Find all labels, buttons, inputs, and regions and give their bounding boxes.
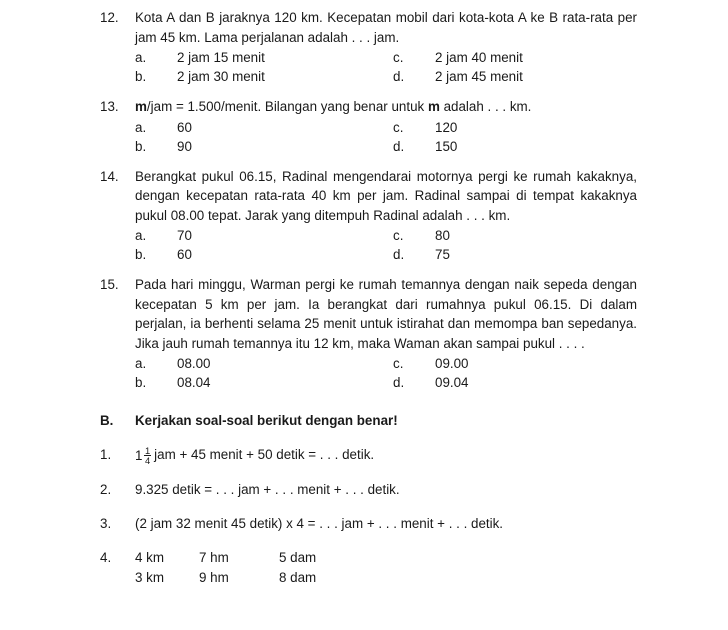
option-text: 70 bbox=[177, 228, 192, 243]
unit-hm: 9 hm bbox=[199, 570, 229, 586]
option-text: 08.04 bbox=[177, 375, 211, 390]
option-text: 90 bbox=[177, 138, 192, 154]
option-b[interactable] bbox=[135, 373, 393, 392]
option-text: 2 jam 40 menit bbox=[435, 50, 523, 65]
unit-table bbox=[135, 548, 369, 588]
option-text: 150 bbox=[435, 138, 458, 154]
option-b[interactable] bbox=[135, 245, 393, 264]
option-d[interactable] bbox=[393, 373, 637, 392]
question-text: Kota A dan B jaraknya 120 km. Kecepatan mobil dari kota-kota A ke B rata-rata per jam 45 km. Lama perjalanan adalah . . . jam. bbox=[135, 10, 637, 45]
option-text: 2 jam 45 menit bbox=[435, 69, 523, 84]
option-c[interactable] bbox=[393, 48, 637, 67]
item-number: 3. bbox=[100, 516, 112, 532]
whole-part: 1 bbox=[135, 448, 143, 464]
unit-row bbox=[135, 568, 369, 588]
section-b-item-4 bbox=[100, 548, 637, 588]
question-body bbox=[135, 8, 637, 86]
option-a[interactable] bbox=[135, 118, 393, 137]
option-c[interactable] bbox=[393, 354, 637, 373]
option-letter: d. bbox=[393, 138, 405, 154]
option-b[interactable] bbox=[135, 67, 393, 86]
variable-m-bold-2: m bbox=[427, 99, 440, 114]
section-letter: B. bbox=[100, 413, 114, 428]
question-text: Berangkat pukul 06.15, Radinal mengendarai motornya pergi ke rumah kakaknya, dengan kecepatan rata-rata 40 km per jam. Radinal sampai di tempat kakaknya pukul 08.00 tepat. Jarak yang ditempuh Radinal adalah . . . km. bbox=[135, 168, 637, 223]
fraction bbox=[144, 446, 151, 466]
question-12 bbox=[100, 8, 637, 86]
options-grid bbox=[135, 354, 637, 392]
question-text bbox=[135, 97, 637, 117]
option-b[interactable] bbox=[135, 137, 393, 156]
option-letter: a. bbox=[135, 50, 147, 65]
option-text: 08.00 bbox=[177, 356, 211, 371]
unit-dam: 8 dam bbox=[279, 570, 317, 586]
mixed-number bbox=[135, 446, 154, 466]
unit-km: 3 km bbox=[135, 570, 165, 586]
question-text: Pada hari minggu, Warman pergi ke rumah temannya dengan naik sepeda dengan kecepatan 5 km per jam. Ia berangkat dari rumahnya pukul 06.15. Di dalam perjalan, ia berhenti selama 25 menit untuk istirahat dan memompa ban sepedanya. Jika jauh rumah temannya itu 12 km, maka Waman akan sampai pukul . . . . bbox=[135, 277, 637, 351]
section-b-item-2 bbox=[100, 480, 637, 500]
question-text-mid: /jam = 1.500/menit. Bilangan yang benar untuk bbox=[146, 99, 428, 114]
question-number: 15. bbox=[100, 277, 119, 292]
option-a[interactable] bbox=[135, 48, 393, 67]
option-a[interactable] bbox=[135, 354, 393, 373]
question-15 bbox=[100, 275, 637, 392]
question-14 bbox=[100, 167, 637, 265]
option-text: 2 jam 30 menit bbox=[177, 69, 265, 84]
question-number: 13. bbox=[100, 99, 119, 114]
option-letter: c. bbox=[393, 228, 404, 243]
unit-km: 4 km bbox=[135, 550, 165, 566]
option-text: 2 jam 15 menit bbox=[177, 50, 265, 65]
question-13 bbox=[100, 97, 637, 156]
option-d[interactable] bbox=[393, 245, 637, 264]
option-d[interactable] bbox=[393, 67, 637, 86]
option-text: 120 bbox=[435, 119, 458, 135]
section-title: Kerjakan soal-soal berikut dengan benar! bbox=[135, 413, 398, 428]
option-text: 09.00 bbox=[435, 356, 469, 371]
option-letter: d. bbox=[393, 247, 405, 262]
question-body bbox=[135, 97, 637, 156]
fraction-denominator: 4 bbox=[144, 455, 151, 467]
option-letter: b. bbox=[135, 138, 147, 154]
option-d[interactable] bbox=[393, 137, 637, 156]
item-text bbox=[135, 445, 374, 467]
option-letter: d. bbox=[393, 375, 405, 390]
section-b-item-3 bbox=[100, 514, 637, 534]
item-text: (2 jam 32 menit 45 detik) x 4 = . . . jam + . . . menit + . . . detik. bbox=[135, 516, 504, 532]
item-text: 9.325 detik = . . . jam + . . . menit + . . . detik. bbox=[135, 482, 400, 498]
option-text: 09.04 bbox=[435, 375, 469, 390]
option-letter: c. bbox=[393, 356, 404, 371]
options-grid bbox=[135, 226, 637, 264]
option-text: 60 bbox=[177, 247, 192, 262]
option-letter: a. bbox=[135, 119, 147, 135]
unit-row bbox=[135, 548, 369, 568]
option-text: 60 bbox=[177, 119, 192, 135]
option-letter: b. bbox=[135, 247, 147, 262]
option-text: 75 bbox=[435, 247, 450, 262]
question-number: 12. bbox=[100, 10, 119, 25]
fraction-numerator: 1 bbox=[144, 444, 151, 456]
option-letter: c. bbox=[393, 119, 404, 135]
question-body bbox=[135, 275, 637, 392]
question-text-tail: adalah . . . km. bbox=[439, 99, 532, 114]
option-letter: b. bbox=[135, 69, 147, 84]
section-b-heading bbox=[100, 411, 637, 431]
item-number: 4. bbox=[100, 550, 112, 566]
question-number: 14. bbox=[100, 168, 119, 184]
option-text: 80 bbox=[435, 228, 450, 243]
option-letter: d. bbox=[393, 69, 405, 84]
unit-hm: 7 hm bbox=[199, 550, 229, 566]
option-letter: a. bbox=[135, 356, 147, 371]
option-a[interactable] bbox=[135, 226, 393, 245]
section-b-item-1 bbox=[100, 445, 637, 467]
option-letter: b. bbox=[135, 375, 147, 390]
question-body bbox=[135, 167, 637, 265]
option-letter: a. bbox=[135, 228, 147, 243]
options-grid bbox=[135, 118, 637, 156]
unit-dam: 5 dam bbox=[279, 550, 317, 566]
item-number: 1. bbox=[100, 446, 112, 462]
options-grid bbox=[135, 48, 637, 86]
option-c[interactable] bbox=[393, 118, 637, 137]
option-c[interactable] bbox=[393, 226, 637, 245]
item-text-suffix: jam + 45 menit + 50 detik = . . . detik. bbox=[154, 446, 375, 462]
item-number: 2. bbox=[100, 482, 112, 498]
variable-m-bold: m bbox=[135, 99, 147, 114]
option-letter: c. bbox=[393, 50, 404, 65]
